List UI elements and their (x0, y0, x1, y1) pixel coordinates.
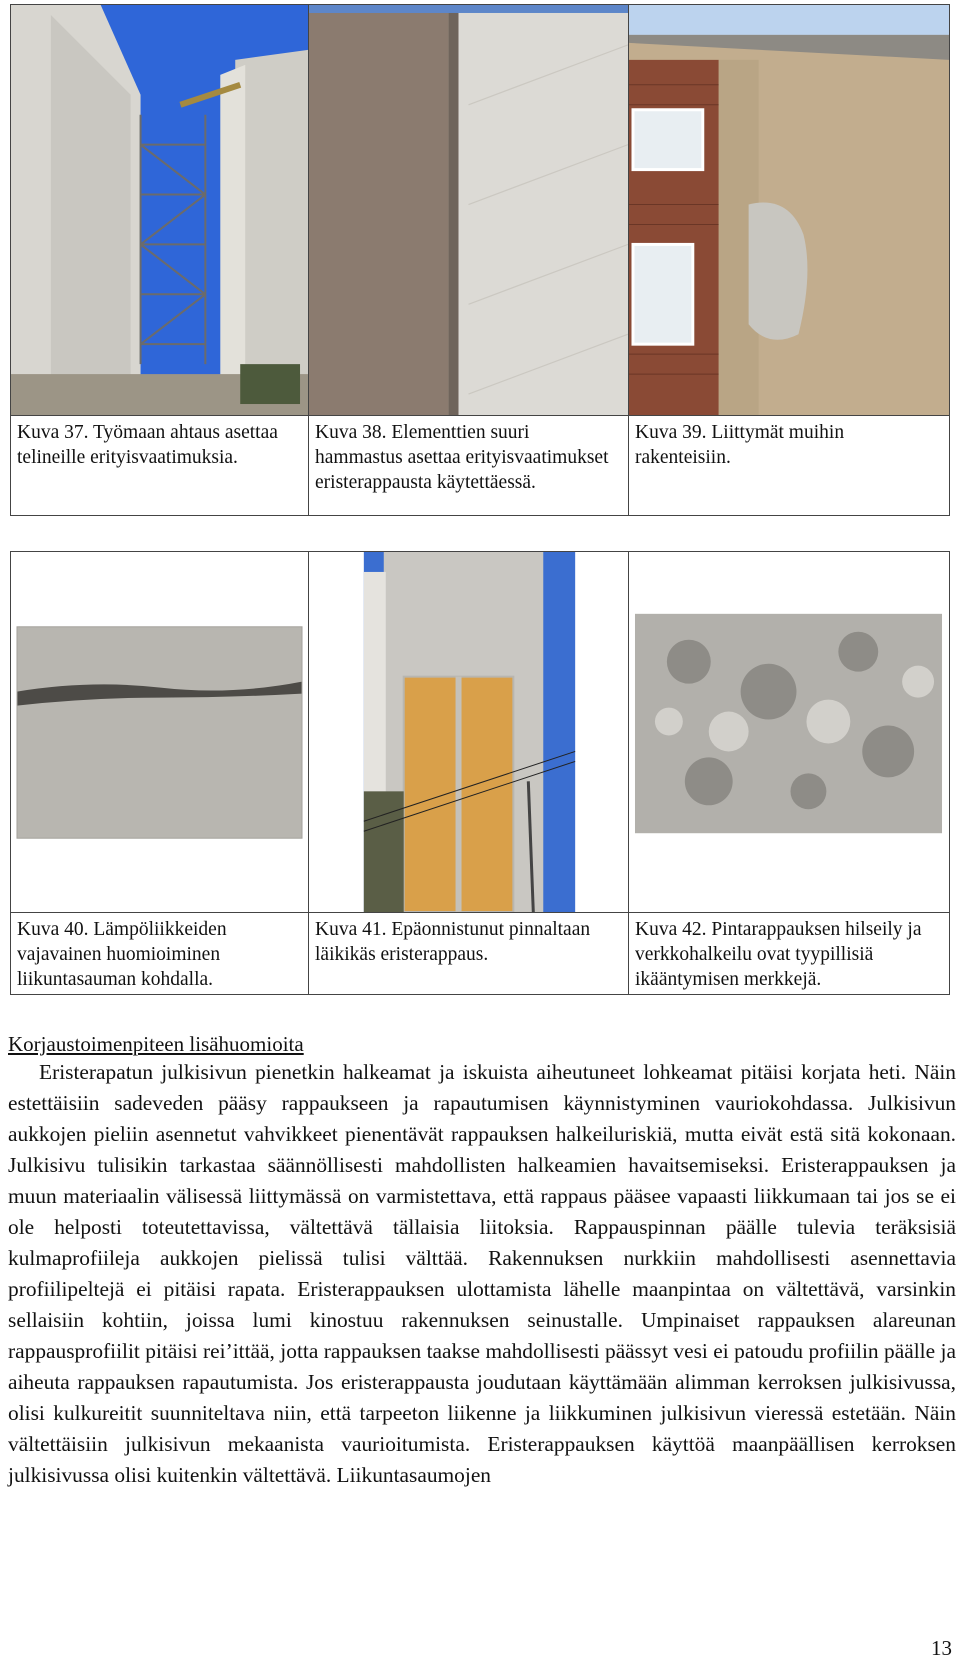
caption-kuva-41: Kuva 41. Epäonnistunut pinnaltaan läikikäs eristerappaus. (309, 913, 629, 995)
brick-junction-photo (629, 5, 949, 415)
caption-kuva-39: Kuva 39. Liittymät muihin rakenteisiin. (629, 416, 950, 516)
photo-kuva-41 (309, 552, 629, 913)
scaffolding-photo (11, 5, 308, 415)
page-number: 13 (931, 1636, 952, 1660)
flaking-render-photo (629, 552, 949, 912)
caption-kuva-37: Kuva 37. Työmaan ahtaus asettaa telineille erityisvaatimuksia. (11, 416, 309, 516)
photo-kuva-39 (629, 5, 950, 416)
figure-table-row2 (10, 551, 950, 995)
photo-kuva-37 (11, 5, 309, 416)
expansion-joint-photo (11, 552, 308, 912)
photo-kuva-38 (309, 5, 629, 416)
figure-table-row1 (10, 4, 950, 516)
caption-kuva-42: Kuva 42. Pintarappauksen hilseily ja verkkohalkeilu ovat tyypillisiä ikääntymisen merkkejä. (629, 913, 950, 995)
section-heading: Korjaustoimenpiteen lisähuomioita (8, 1032, 304, 1056)
blotchy-render-photo (309, 552, 628, 912)
wall-elements-photo (309, 5, 628, 415)
photo-kuva-40 (11, 552, 309, 913)
photo-kuva-42 (629, 552, 950, 913)
caption-kuva-40: Kuva 40. Lämpöliikkeiden vajavainen huomioiminen liikuntasauman kohdalla. (11, 913, 309, 995)
caption-kuva-38: Kuva 38. Elementtien suuri hammastus asettaa erityisvaatimukset eristerappausta käytettäessä. (309, 416, 629, 516)
body-paragraph: Eristerapatun julkisivun pienetkin halkeamat ja iskuista aiheutuneet lohkeamat pitäisi korjata heti. Näin estettäisiin sadeveden pääsy rappaukseen ja rapautumisen käynnistyminen vauriokohdassa. Julkisivun aukkojen pieliin asennetut vahvikkeet pienentävät rappauksen halkeiluriskiä, mutta eivät estä sitä kokonaan. Julkisivu tulisikin tarkastaa säännöllisesti mahdollisten halkeamien havaitsemiseksi. Eristerappauksen ja muun materiaalin välisessä liittymässä on varmistettava, että rappaus pääsee vapaasti liikkumaan tai jos se ei ole helposti toteutettavissa, vältettävä tällaisia liitoksia. Rappauspinnan päälle tulevia teräksisiä kulmaprofiileja aukkojen pielissä tulisi välttää. Rakennuksen nurkkiin mahdollisesti asennettavia profiilipeltejä ei pitäisi rapata. Eristerappauksen ulottamista lähelle maanpintaa on vältettävä, varsinkin sellaisiin kohtiin, joissa lumi kinostuu rakennuksen seinustalle. Umpinaiset rappauksen alareunan rappausprofiilit pitäisi rei’ittää, jotta rappauksen taakse mahdollisesti päässyt vesi ei patoudu profiilin päälle ja aiheuta rappauksen rapautumista. Jos eristerappausta joudutaan käyttämään alimman kerroksen julkisivussa, olisi kulkureitit suunniteltava niin, että tarpeeton liikenne ja liikkuminen julkisivun vieressä estetään. Näin vältettäisiin julkisivun mekaanista vaurioitumista. Eristerappauksen käyttöä maanpäällisen kerroksen julkisivussa olisi kuitenkin vältettävä. Liikuntasaumojen (8, 1060, 956, 1487)
